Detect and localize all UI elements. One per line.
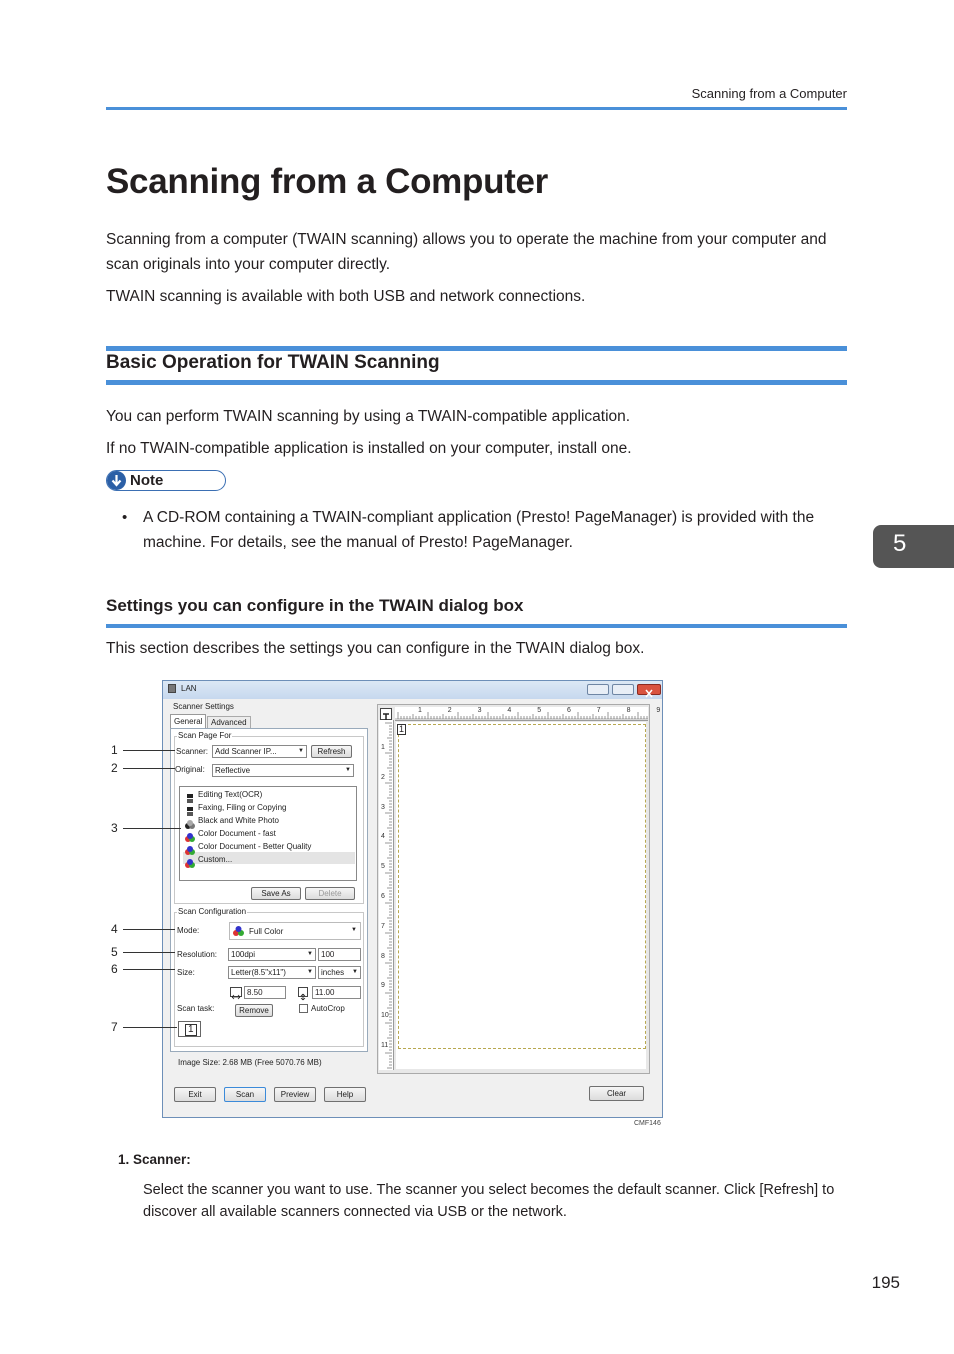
callout-number: 1 <box>111 743 118 757</box>
image-size-status: Image Size: 2.68 MB (Free 5070.76 MB) <box>178 1058 322 1067</box>
ocr-icon <box>186 790 194 799</box>
scanner-settings-label: Scanner Settings <box>173 702 234 711</box>
scan-area-selection[interactable] <box>398 724 646 1049</box>
page-number: 195 <box>871 1273 900 1292</box>
ruler-h-label: 1 <box>418 707 422 714</box>
ruler-h-label: 9 <box>656 707 661 714</box>
ruler-h-label: 7 <box>596 707 601 714</box>
section1-paragraph-1: You can perform TWAIN scanning by using a TWAIN-compatible application. <box>106 408 631 425</box>
dialog-title: LAN <box>181 684 197 693</box>
callout-line <box>123 929 175 930</box>
ruler-origin-icon <box>380 708 392 720</box>
scan-task-tile[interactable]: 1 <box>178 1021 201 1037</box>
ruler-h-label: 5 <box>537 707 542 714</box>
width-input[interactable]: 8.50 <box>244 986 286 999</box>
autocrop-checkbox[interactable] <box>299 1004 308 1013</box>
intro-paragraph-1: Scanning from a computer (TWAIN scanning) allows you to operate the machine from your computer and scan originals into your computer directly. <box>106 231 827 273</box>
delete-button[interactable]: Delete <box>305 887 355 900</box>
ruler-v-label: 5 <box>381 863 385 871</box>
callout-line <box>123 768 175 769</box>
ruler-v-label: 10 <box>381 1012 389 1020</box>
dropdown-arrow-icon: ▼ <box>307 951 313 957</box>
mode-select[interactable]: Full Color ▼ <box>229 922 361 940</box>
dropdown-arrow-icon: ▼ <box>351 927 357 933</box>
preview-button[interactable]: Preview <box>274 1087 316 1102</box>
bullet-icon: • <box>122 509 128 526</box>
intro-paragraph-2: TWAIN scanning is available with both USB and network connections. <box>106 288 586 305</box>
close-button[interactable] <box>637 684 661 695</box>
callout-number: 5 <box>111 945 118 959</box>
page-title: Scanning from a Computer <box>106 162 549 201</box>
ruler-v-label: 3 <box>381 803 385 811</box>
scan-button[interactable]: Scan <box>224 1087 266 1102</box>
section-rule-bottom <box>106 380 847 385</box>
dropdown-arrow-icon: ▼ <box>298 748 304 754</box>
color-quality-icon <box>185 842 195 851</box>
scanner-label: Scanner: <box>176 747 209 756</box>
tab-advanced[interactable]: Advanced <box>207 716 251 728</box>
save-as-button[interactable]: Save As <box>251 887 301 900</box>
size-label: Size: <box>177 968 195 977</box>
callout-number: 4 <box>111 922 118 936</box>
dropdown-arrow-icon: ▼ <box>345 767 351 773</box>
original-label: Original: <box>175 765 205 774</box>
section2-paragraph: This section describes the settings you can configure in the TWAIN dialog box. <box>106 640 645 657</box>
ruler-v-label: 1 <box>381 744 385 751</box>
header-rule <box>106 107 847 110</box>
preset-item[interactable]: Black and White Photo <box>198 816 279 825</box>
ruler-h-label: 6 <box>567 707 571 714</box>
color-fast-icon <box>185 829 195 838</box>
callout-number: 3 <box>111 821 118 835</box>
callout-line <box>123 952 175 953</box>
callout-number: 7 <box>111 1020 118 1034</box>
refresh-button[interactable]: Refresh <box>311 745 352 758</box>
scan-configuration-label: Scan Configuration <box>178 907 247 916</box>
resolution-label: Resolution: <box>177 950 218 959</box>
full-color-icon <box>233 926 244 936</box>
horizontal-ruler <box>395 707 648 721</box>
app-icon <box>168 684 176 693</box>
clear-button[interactable]: Clear <box>589 1086 644 1101</box>
subsection-heading-settings: Settings you can configure in the TWAIN dialog box <box>106 596 524 615</box>
ruler-v-label: 9 <box>381 982 385 990</box>
size-select[interactable]: Letter(8.5"x11") ▼ <box>228 966 316 979</box>
autocrop-label: AutoCrop <box>311 1004 345 1013</box>
scan-page-for-label: Scan Page For <box>178 731 232 740</box>
ruler-h-label: 2 <box>447 707 452 714</box>
ruler-v-label: 7 <box>381 922 385 930</box>
section-rule-top <box>106 346 847 351</box>
callout-line <box>123 969 175 970</box>
ruler-v-label: 8 <box>381 952 385 960</box>
dropdown-arrow-icon: ▼ <box>307 969 313 975</box>
fax-icon <box>186 803 194 812</box>
section-heading-basic-operation: Basic Operation for TWAIN Scanning <box>106 352 440 373</box>
running-header: Scanning from a Computer <box>691 86 847 101</box>
figure-code: CMF146 <box>634 1120 661 1127</box>
note-arrow-icon <box>107 471 126 490</box>
preset-item[interactable]: Color Document - fast <box>198 829 276 838</box>
scanner-select[interactable]: Add Scanner IP... ▼ <box>212 745 307 758</box>
callout-line <box>123 828 181 829</box>
ruler-v-label: 2 <box>381 773 385 781</box>
ruler-v-label: 6 <box>381 893 385 900</box>
ruler-h-label: 4 <box>507 707 512 714</box>
ruler-h-label: 3 <box>477 707 482 714</box>
list-item-1-label: 1. Scanner: <box>118 1152 191 1167</box>
close-icon <box>638 689 660 698</box>
callout-line <box>123 750 175 751</box>
mode-label: Mode: <box>177 926 200 935</box>
height-input[interactable]: 11.00 <box>312 986 361 999</box>
callout-number: 2 <box>111 761 118 775</box>
preset-item[interactable]: Editing Text(OCR) <box>198 790 263 799</box>
tab-general[interactable]: General <box>170 714 206 728</box>
bw-photo-icon <box>185 816 195 825</box>
ruler-v-label: 4 <box>381 833 385 841</box>
preset-item[interactable]: Custom... <box>198 855 233 864</box>
height-icon <box>298 987 308 997</box>
exit-button[interactable]: Exit <box>174 1087 216 1102</box>
callout-number: 6 <box>111 962 118 976</box>
selection-marker: 1 <box>399 724 405 734</box>
remove-button[interactable]: Remove <box>235 1004 273 1017</box>
section1-paragraph-2: If no TWAIN-compatible application is installed on your computer, install one. <box>106 440 632 457</box>
callout-line <box>123 1027 177 1028</box>
subsection-rule <box>106 624 847 628</box>
list-item-1-text: Select the scanner you want to use. The scanner you select becomes the default scanner. Click [Refresh] to discover all available scanners connected via USB or the network. <box>143 1182 835 1220</box>
ruler-h-label: 8 <box>626 707 631 714</box>
unit-select[interactable]: inches ▼ <box>318 966 361 979</box>
width-icon <box>230 987 242 997</box>
chapter-tab <box>873 525 954 568</box>
chapter-number: 5 <box>893 530 907 557</box>
resolution-select[interactable]: 100dpi ▼ <box>228 948 316 961</box>
resolution-input[interactable]: 100 <box>318 948 361 961</box>
help-button[interactable]: Help <box>324 1087 366 1102</box>
note-label: Note <box>130 472 164 489</box>
ruler-v-label: 11 <box>381 1042 389 1049</box>
maximize-button[interactable] <box>612 684 634 695</box>
minimize-button[interactable] <box>587 684 609 695</box>
note-bullet-text: A CD-ROM containing a TWAIN-compliant application (Presto! PageManager) is provided with the machine. For details, see the manual of Presto! PageManager. <box>143 509 815 551</box>
original-select[interactable]: Reflective ▼ <box>212 764 354 777</box>
dropdown-arrow-icon: ▼ <box>352 969 358 975</box>
preset-item[interactable]: Color Document - Better Quality <box>198 842 312 851</box>
custom-icon <box>185 855 195 864</box>
scan-task-label: Scan task: <box>177 1004 215 1013</box>
preset-item[interactable]: Faxing, Filing or Copying <box>198 803 287 812</box>
